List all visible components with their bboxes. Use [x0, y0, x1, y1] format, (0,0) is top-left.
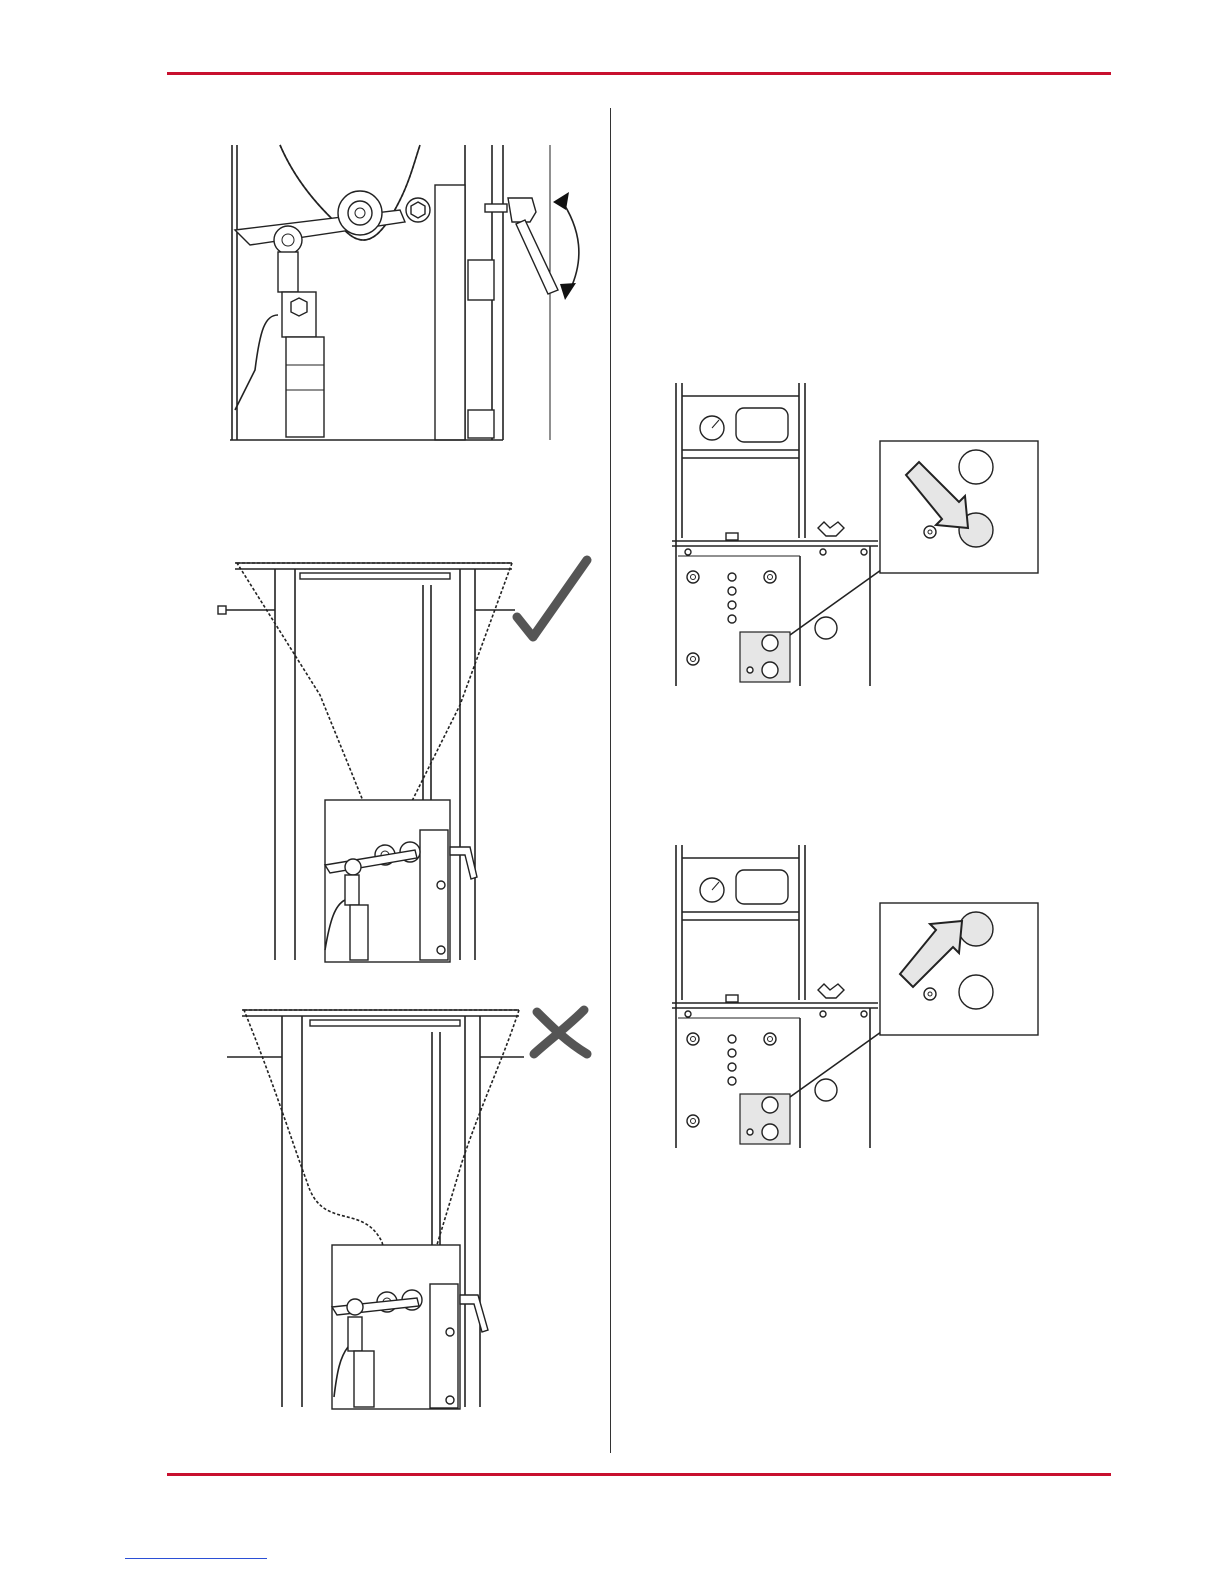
- target-button-upper: [959, 912, 993, 946]
- chain-correct-figure: [215, 555, 595, 965]
- footer-rule: [167, 1473, 1111, 1476]
- tension-lever-figure: [220, 140, 600, 450]
- cross-icon: [534, 1010, 587, 1054]
- header-rule: [167, 72, 1111, 75]
- chain-incorrect-figure: [222, 1002, 602, 1412]
- checkmark-icon: [517, 560, 587, 637]
- footer-link-underline: [125, 1558, 267, 1559]
- control-panel-figure-lower: [668, 378, 1048, 690]
- column-divider: [610, 108, 611, 1453]
- control-panel-figure-upper: [668, 840, 1048, 1152]
- rotate-arrow-head-bottom: [560, 283, 576, 300]
